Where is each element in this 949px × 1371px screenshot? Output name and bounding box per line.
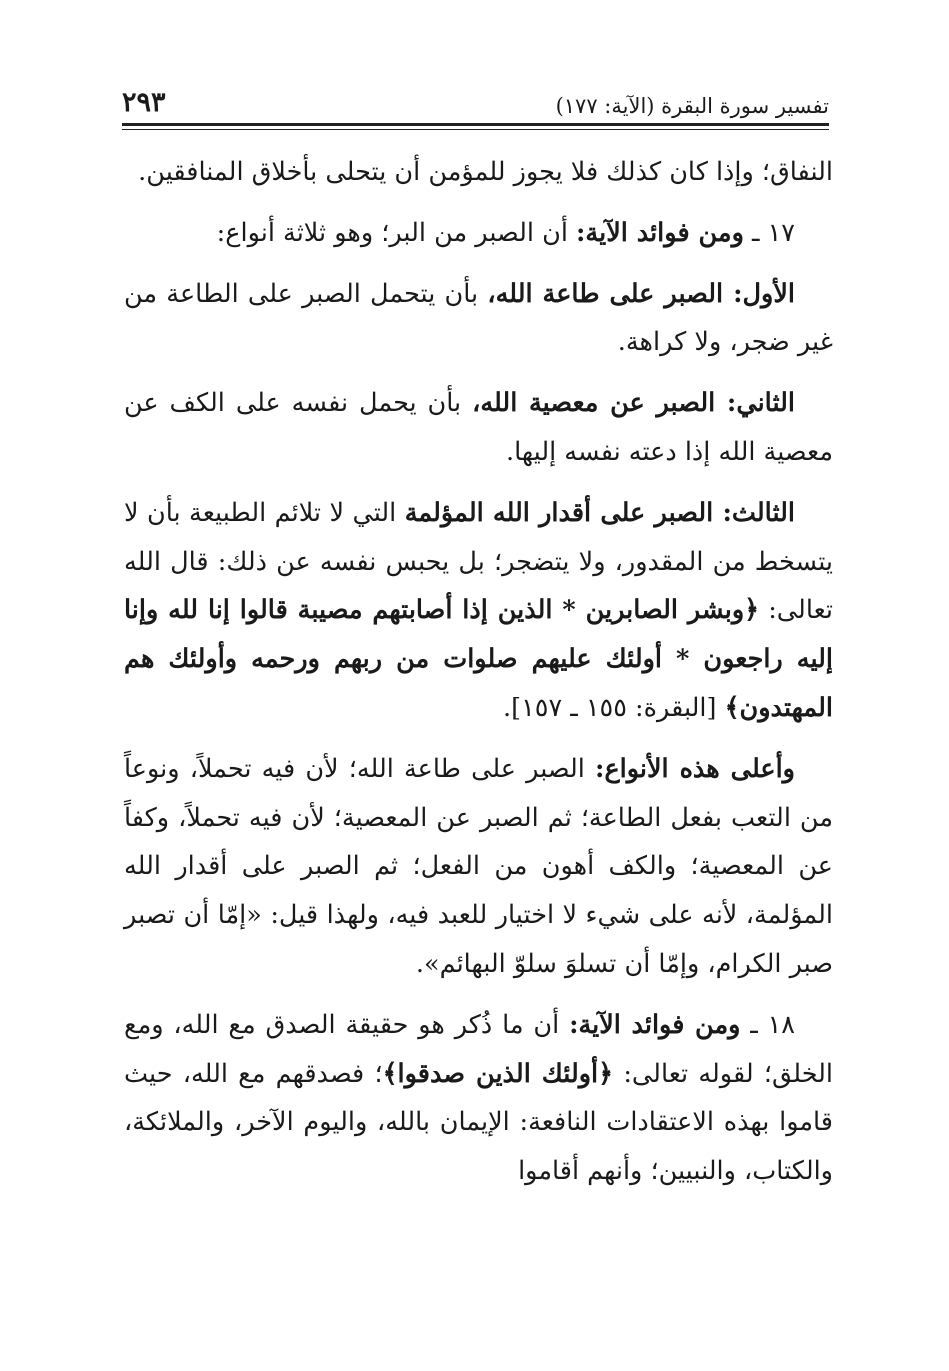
lead-heading: ومن فوائد الآية: bbox=[576, 217, 744, 248]
paragraph-text: بأن يحمل نفسه على الكف عن معصية الله إذا دعته نفسه إليها. bbox=[124, 388, 833, 467]
lead-heading: ومن فوائد الآية: bbox=[569, 1009, 741, 1040]
paragraph-text: النفاق؛ وإذا كان كذلك فلا يجوز للمؤمن أن يتحلى بأخلاق المنافقين. bbox=[138, 157, 833, 187]
verse-reference: [البقرة: ١٥٥ ـ ١٥٧]. bbox=[503, 692, 725, 723]
header-rule-thin bbox=[122, 129, 829, 130]
paragraph-1 bbox=[124, 148, 833, 197]
lead-heading: وأعلى هذه الأنواع: bbox=[595, 753, 795, 784]
item-number: ١٧ ـ bbox=[743, 217, 795, 248]
paragraph-text: ؛ فصدقهم مع الله، حيث قاموا بهذه الاعتقادات النافعة: الإيمان بالله، واليوم الآخر، والملائكة، والكتاب، والنبيين؛ وأنهم أقاموا bbox=[124, 1058, 833, 1187]
paragraph-text: التي لا تلائم الطبيعة بأن لا يتسخط من المقدور، ولا يتضجر؛ بل يحبس نفسه عن ذلك: قال الله تعالى: bbox=[124, 497, 833, 626]
paragraph-text: أن الصبر من البر؛ وهو ثلاثة أنواع: bbox=[216, 217, 577, 248]
paragraph-6 bbox=[124, 745, 833, 989]
running-title: تفسير سورة البقرة (الآية: ١٧٧) bbox=[555, 94, 829, 118]
paragraph-5 bbox=[124, 489, 833, 733]
page-number: ٢٩٣ bbox=[122, 87, 166, 118]
header-rule-thick bbox=[122, 123, 829, 126]
quran-verse: ﴿أولئك الذين صدقوا﴾ bbox=[382, 1058, 614, 1089]
quran-verse: ﴿وبشر الصابرين * الذين إذا أصابتهم مصيبة قالوا إنا لله وإنا إليه راجعون * أولئك عليهم صلوات من ربهم ورحمه وأولئك هم المهتدون﴾ bbox=[124, 595, 833, 723]
paragraph-4 bbox=[124, 379, 833, 477]
paragraph-3 bbox=[124, 270, 833, 368]
paragraph-text: الصبر على طاعة الله؛ لأن فيه تحملاً، ونوعاً من التعب بفعل الطاعة؛ ثم الصبر عن المعصية؛ لأن فيه تحملاً، وكفاً عن المعصية؛ والكف أهون من الفعل؛ ثم الصبر على أقدار الله المؤلمة، لأنه على شيء لا اختيار للعبد فيه، ولهذا قيل: «إمّا أن تصبر صبر الكرام، وإمّا أن تسلوَ سلوّ البهائم». bbox=[124, 753, 833, 979]
page-body bbox=[124, 148, 833, 1208]
page-header bbox=[122, 78, 829, 118]
paragraph-text: بأن يتحمل الصبر على الطاعة من غير ضجر، ولا كراهة. bbox=[124, 278, 833, 358]
paragraph-7 bbox=[124, 1001, 833, 1196]
lead-heading: الأول: الصبر على طاعة الله، bbox=[487, 278, 795, 309]
lead-heading: الثاني: الصبر عن معصية الله، bbox=[472, 388, 795, 419]
lead-heading: الثالث: الصبر على أقدار الله المؤلمة bbox=[404, 497, 795, 528]
paragraph-2 bbox=[124, 209, 833, 258]
paragraph-text: أن ما ذُكر هو حقيقة الصدق مع الله، ومع الخلق؛ لقوله تعالى: bbox=[124, 1009, 834, 1089]
item-number: ١٨ ـ bbox=[740, 1009, 795, 1040]
